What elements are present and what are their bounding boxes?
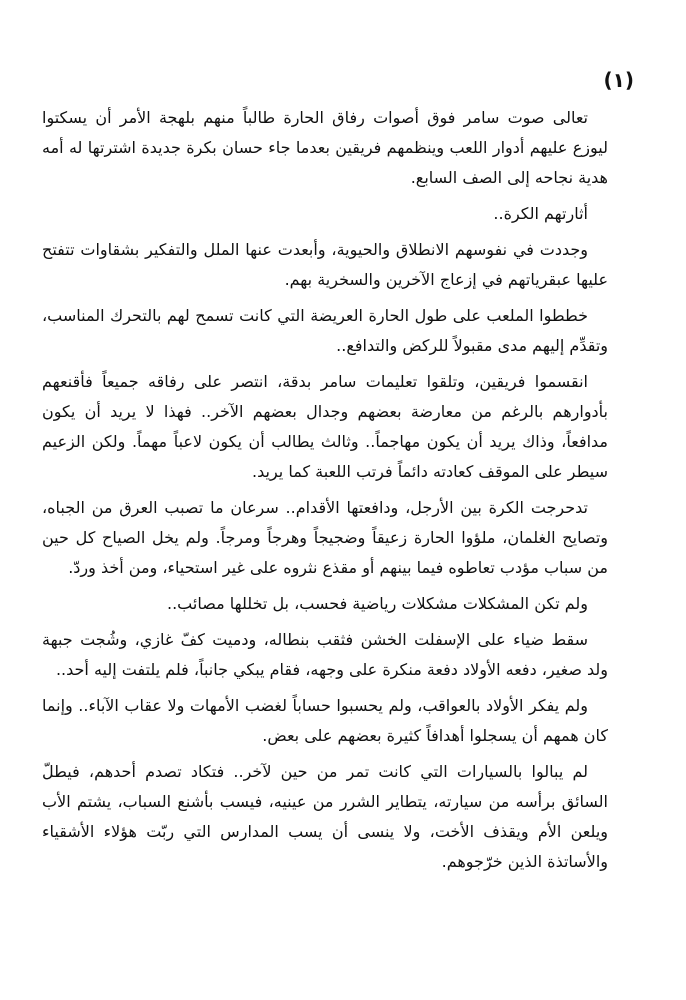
paragraph: ولم تكن المشكلات مشكلات رياضية فحسب، بل تخللها مصائب.. (166, 594, 588, 613)
paragraph: تدحرجت الكرة بين الأرجل، ودافعتها الأقدام.. سرعان ما تصبب العرق من الجباه، وتصايح الغلمان، ملؤوا الحارة زعيقاً وضجيجاً وهرجاً ومرجاً. ولم يخل الصياح كل حين من سباب مؤدب تعاطوه فيما بينهم أو مقذع نثروه على غير استحياء، ومن أخذ وردّ. (42, 498, 608, 577)
paragraph: لم يبالوا بالسيارات التي كانت تمر من حين لآخر.. فتكاد تصدم أحدهم، فيطلّ السائق برأسه من سيارته، يتطاير الشرر من عينيه، فيسب بأشنع السباب، يشتم الأب ويلعن الأم ويقذف الأخت، ولا ينسى أن يسب المدارس التي ربّت هؤلاء الأشقياء والأساتذة الذين خرّجوهم. (42, 762, 608, 871)
paragraph: وجددت في نفوسهم الانطلاق والحيوية، وأبعدت عنها الملل والتفكير بشقاوات تتفتح عليها عبقرياتهم في إزعاج الآخرين والسخرية بهم. (42, 240, 608, 289)
paragraph: أثارتهم الكرة.. (493, 204, 588, 223)
paragraph: انقسموا فريقين، وتلقوا تعليمات سامر بدقة، انتصر على رفاقه جميعاً فأقنعهم بأدوارهم بالرغم من معارضة بعضهم وجدال بعضهم الآخر.. فهذا لا يريد أن يكون مدافعاً، وذاك يريد أن يكون مهاجماً.. وثالث يطالب أن يكون لاعباً مهماً. ولكن الزعيم سيطر على الموقف كعادته دائماً فرتب اللعبة كما يريد. (42, 372, 608, 481)
paragraph: سقط ضياء على الإسفلت الخشن فثقب بنطاله، ودميت كفّ غازي، وشُجت جبهة ولد صغير، دفعه الأولاد دفعة منكرة على وجهه، فقام يبكي جانباً، فلم يلتفت إليه أحد.. (42, 630, 608, 679)
story-body (42, 103, 608, 883)
paragraph: تعالى صوت سامر فوق أصوات رفاق الحارة طالباً منهم بلهجة الأمر أن يسكتوا ليوزع عليهم أدوار اللعب وينظمهم فريقين بعدما جاء حسان بكرة جديدة اشترتها له أمه هدية نجاحه إلى الصف السابع. (42, 108, 608, 187)
paragraph: خططوا الملعب على طول الحارة العريضة التي كانت تسمح لهم بالتحرك المناسب، وتقدِّم إليهم مدى مقبولاً للركض والتدافع.. (42, 306, 608, 355)
paragraph: ولم يفكر الأولاد بالعواقب، ولم يحسبوا حساباً لغضب الأمهات ولا عقاب الآباء.. وإنما كان همهم أن يسجلوا أهدافاً كثيرة بعضهم على بعض. (42, 696, 608, 745)
page-number: (١) (603, 68, 634, 92)
